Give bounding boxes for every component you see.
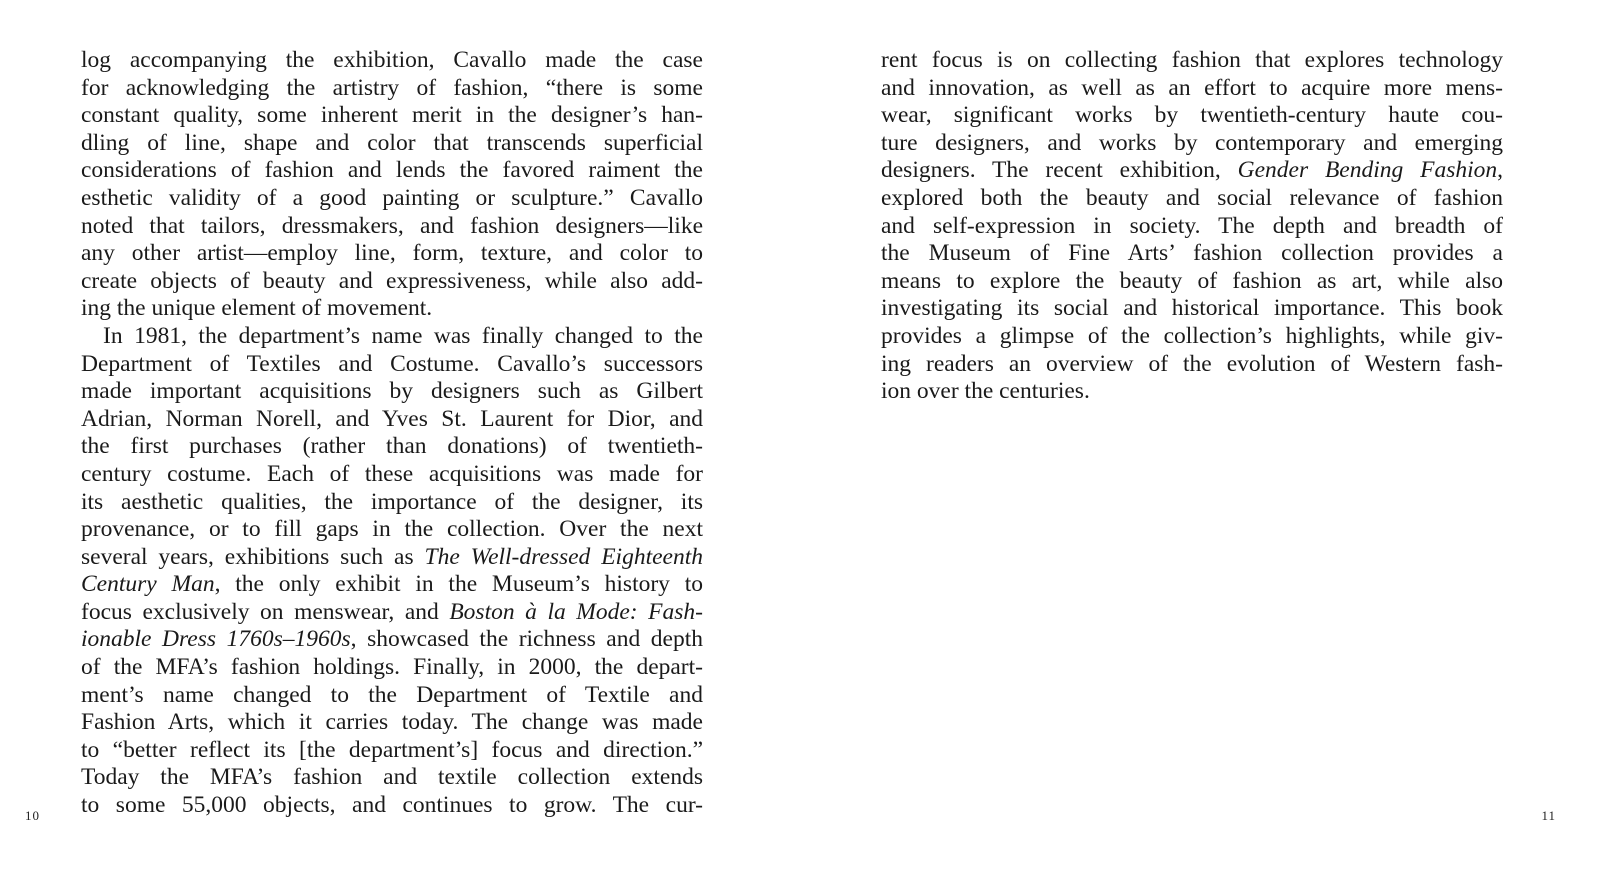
right-text-column — [881, 47, 1503, 406]
text-line-with-italic: ionable Dress 1760s–1960s, showcased the richness and depth — [81, 626, 703, 653]
right-page — [800, 0, 1600, 875]
text-line: rent focus is on collecting fashion that explores technology — [881, 47, 1503, 73]
text-line: wear, significant works by twentieth-century haute cou- — [881, 102, 1503, 129]
page-number-left: 10 — [25, 808, 40, 823]
exhibition-title: Gender Bending Fashion — [1237, 157, 1498, 184]
text-line: its aesthetic qualities, the importance of the designer, its — [81, 488, 703, 515]
text-line: esthetic validity of a good painting or sculpture.” Cavallo — [81, 184, 703, 211]
text-line: explored both the beauty and social relevance of fashion — [881, 184, 1503, 211]
text-line: constant quality, some inherent merit in the designer’s han- — [81, 102, 703, 129]
exhibition-title: Century Man — [81, 571, 215, 598]
text-line: any other artist—employ line, form, texture, and color to — [81, 240, 703, 267]
paragraph-start-line: In 1981, the department’s name was finally changed to the — [103, 322, 703, 349]
text-line: investigating its social and historical importance. This book — [881, 295, 1503, 322]
text-line: to some 55,000 objects, and continues to grow. The cur- — [81, 792, 703, 819]
text-line: and innovation, as well as an effort to acquire more mens- — [881, 74, 1503, 101]
text-line: Adrian, Norman Norell, and Yves St. Laurent for Dior, and — [81, 405, 703, 432]
text-line: to “better reflect its [the department’s] focus and direction.” — [81, 736, 703, 763]
text-line-with-italic: Century Man, the only exhibit in the Museum’s history to — [81, 571, 703, 598]
text-line: century costume. Each of these acquisitions was made for — [81, 460, 703, 487]
text-line: means to explore the beauty of fashion as art, while also — [881, 267, 1503, 294]
text-line: log accompanying the exhibition, Cavallo made the case — [81, 47, 703, 73]
text-line: Department of Textiles and Costume. Cavallo’s successors — [81, 350, 703, 377]
text-line: Today the MFA’s fashion and textile collection extends — [81, 764, 703, 791]
text-line: ture designers, and works by contemporary and emerging — [881, 129, 1503, 156]
text-line: ment’s name changed to the Department of Textile and — [81, 681, 703, 708]
text-line-with-italic: designers. The recent exhibition, Gender Bending Fashion, — [881, 157, 1503, 184]
text-line: of the MFA’s fashion holdings. Finally, in 2000, the depart- — [81, 654, 703, 681]
text-line: for acknowledging the artistry of fashion, “there is some — [81, 74, 703, 101]
paragraph-end-line: ion over the centuries. — [881, 378, 1090, 405]
text-line: dling of line, shape and color that transcends superficial — [81, 129, 703, 156]
text-line: ing readers an overview of the evolution of Western fash- — [881, 350, 1503, 377]
left-text-column — [81, 47, 703, 820]
text-line: noted that tailors, dressmakers, and fashion designers—like — [81, 212, 703, 239]
text-line: considerations of fashion and lends the favored raiment the — [81, 157, 703, 184]
text-line: the Museum of Fine Arts’ fashion collection provides a — [881, 240, 1503, 267]
text-line: and self-expression in society. The depth and breadth of — [881, 212, 1503, 239]
exhibition-title: ionable Dress 1760s–1960s — [81, 626, 351, 653]
paragraph-end-line: ing the unique element of movement. — [81, 295, 433, 322]
page-number-right: 11 — [1541, 808, 1556, 823]
text-line: the first purchases (rather than donations) of twentieth- — [81, 433, 703, 460]
exhibition-title: Boston à la Mode: Fash- — [449, 598, 703, 625]
text-line-with-italic: focus exclusively on menswear, and Boston à la Mode: Fash- — [81, 598, 703, 625]
exhibition-title: The Well-dressed Eighteenth — [424, 543, 703, 570]
text-line: made important acquisitions by designers such as Gilbert — [81, 378, 703, 405]
text-line-with-italic: several years, exhibitions such as The Well-dressed Eighteenth — [81, 543, 703, 570]
text-line: Fashion Arts, which it carries today. The change was made — [81, 709, 703, 736]
text-line: provenance, or to fill gaps in the collection. Over the next — [81, 516, 703, 543]
text-line: create objects of beauty and expressiveness, while also add- — [81, 267, 703, 294]
text-line: provides a glimpse of the collection’s highlights, while giv- — [881, 322, 1503, 349]
